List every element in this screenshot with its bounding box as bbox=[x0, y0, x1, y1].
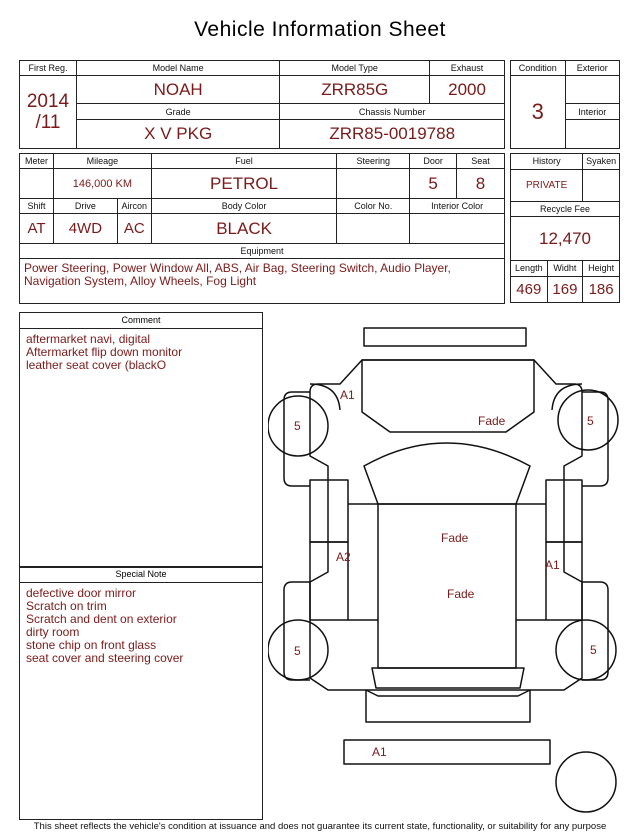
comment-box bbox=[19, 312, 263, 568]
exhaust-value: 2000 bbox=[430, 76, 505, 104]
roof bbox=[378, 504, 516, 668]
special-note-line: defective door mirror bbox=[26, 586, 137, 600]
steering-label: Steering bbox=[337, 154, 410, 169]
interior-color-value bbox=[410, 214, 505, 244]
height-value: 186 bbox=[583, 276, 620, 302]
recycle-fee-value: 12,470 bbox=[511, 217, 620, 260]
width-value: 169 bbox=[547, 276, 583, 302]
meter-label: Meter bbox=[20, 154, 54, 169]
left-rear-quarter bbox=[284, 582, 310, 680]
length-value: 469 bbox=[511, 276, 548, 302]
comment-line: aftermarket navi, digital bbox=[26, 332, 151, 346]
car-damage-diagram bbox=[268, 320, 628, 820]
special-note-line: seat cover and steering cover bbox=[26, 651, 184, 665]
model-name-label: Model Name bbox=[76, 61, 279, 76]
door-label: Door bbox=[410, 154, 457, 169]
chassis-label: Chassis Number bbox=[280, 104, 505, 119]
syaken-value bbox=[583, 169, 620, 201]
shift-value: AT bbox=[20, 214, 54, 244]
seat-value: 8 bbox=[457, 169, 505, 199]
meter-value bbox=[20, 169, 54, 199]
comment-label: Comment bbox=[20, 313, 262, 329]
seat-label: Seat bbox=[457, 154, 505, 169]
tire-front-left-mark: 5 bbox=[294, 419, 301, 433]
vehicle-info-table bbox=[19, 60, 505, 149]
exterior-value bbox=[565, 76, 619, 104]
front-left-arch bbox=[310, 384, 340, 410]
aircon-value: AC bbox=[117, 214, 151, 244]
special-note-box bbox=[19, 566, 263, 820]
mark-fade-hood: Fade bbox=[478, 414, 506, 428]
reg-year: 2014 bbox=[26, 91, 70, 113]
length-label: Length bbox=[511, 260, 548, 276]
fuel-label: Fuel bbox=[151, 154, 337, 169]
comment-line: leather seat cover (blackO bbox=[26, 358, 167, 372]
grade-label: Grade bbox=[76, 104, 279, 119]
windshield bbox=[364, 443, 530, 504]
syaken-label: Syaken bbox=[583, 154, 620, 170]
mark-a1-rear: A1 bbox=[372, 745, 387, 759]
recycle-fee-label: Recycle Fee bbox=[511, 201, 620, 217]
color-no-value bbox=[337, 214, 410, 244]
first-reg-label: First Reg. bbox=[20, 61, 77, 76]
body-outline bbox=[310, 360, 582, 696]
front-bumper bbox=[364, 328, 526, 346]
tire-front-right-mark: 5 bbox=[587, 414, 594, 428]
left-pillar bbox=[348, 504, 378, 620]
equipment-value: Power Steering, Power Window All, ABS, Air Bag, Steering Switch, Audio Player, Navigation System, Alloy Wheels, Fog Light bbox=[24, 261, 451, 288]
drive-value: 4WD bbox=[53, 214, 117, 244]
model-type-value: ZRR85G bbox=[280, 76, 430, 104]
tire-rear-right-mark: 5 bbox=[590, 643, 597, 657]
spare-tire bbox=[556, 752, 616, 812]
tire-rear-left-mark: 5 bbox=[294, 644, 301, 658]
shift-label: Shift bbox=[20, 199, 54, 214]
special-note-line: stone chip on front glass bbox=[26, 638, 157, 652]
grade-value: X V PKG bbox=[76, 119, 279, 148]
comment-lines bbox=[20, 329, 262, 376]
mileage-value: 146,000 KM bbox=[53, 169, 151, 199]
exhaust-label: Exhaust bbox=[430, 61, 505, 76]
page-title: Vehicle Information Sheet bbox=[194, 18, 446, 41]
condition-value: 3 bbox=[511, 76, 566, 149]
drive-label: Drive bbox=[53, 199, 117, 214]
condition-table bbox=[510, 60, 620, 149]
right-pillar bbox=[516, 504, 546, 620]
tire-rear-right bbox=[556, 620, 616, 680]
mark-fade-roof: Fade bbox=[441, 531, 469, 545]
model-type-label: Model Type bbox=[280, 61, 430, 76]
condition-label: Condition bbox=[511, 61, 566, 76]
special-note-line: Scratch and dent on exterior bbox=[26, 612, 177, 626]
rear-hatch bbox=[366, 690, 530, 722]
left-mirror bbox=[284, 392, 310, 486]
special-note-lines bbox=[20, 583, 262, 669]
disclaimer-footer: This sheet reflects the vehicle's condition at issuance and does not guarantee its current state, functionality, or suitability for any purpose bbox=[33, 821, 607, 832]
height-label: Height bbox=[583, 260, 620, 276]
color-no-label: Color No. bbox=[337, 199, 410, 214]
specs-table bbox=[19, 153, 505, 304]
comment-line: Aftermarket flip down monitor bbox=[26, 345, 183, 359]
hood bbox=[362, 360, 534, 432]
first-reg-value bbox=[20, 76, 77, 149]
exterior-label: Exterior bbox=[565, 61, 619, 76]
mark-a2-left: A2 bbox=[336, 550, 351, 564]
interior-value bbox=[565, 119, 619, 148]
mark-fade-rear: Fade bbox=[447, 587, 475, 601]
body-color-label: Body Color bbox=[151, 199, 337, 214]
mark-a1-front: A1 bbox=[340, 388, 355, 402]
mileage-label: Mileage bbox=[53, 154, 151, 169]
right-mirror bbox=[582, 392, 608, 486]
interior-label: Interior bbox=[565, 104, 619, 119]
special-note-label: Special Note bbox=[20, 567, 262, 583]
right-rear-quarter bbox=[582, 582, 608, 680]
left-front-door bbox=[310, 480, 348, 542]
width-label: Widht bbox=[547, 260, 583, 276]
front-right-arch bbox=[552, 384, 582, 410]
special-note-line: dirty room bbox=[26, 625, 80, 639]
equipment-label: Equipment bbox=[20, 244, 505, 259]
equipment-cell bbox=[20, 259, 505, 304]
aircon-label: Aircon bbox=[117, 199, 151, 214]
body-color-value: BLACK bbox=[151, 214, 337, 244]
door-value: 5 bbox=[410, 169, 457, 199]
rear-window bbox=[372, 668, 524, 688]
steering-value bbox=[337, 169, 410, 199]
reg-month: /11 bbox=[35, 112, 61, 134]
mark-a1-right: A1 bbox=[545, 558, 560, 572]
history-label: History bbox=[511, 154, 583, 170]
interior-color-label: Interior Color bbox=[410, 199, 505, 214]
model-name-value: NOAH bbox=[76, 76, 279, 104]
fuel-value: PETROL bbox=[151, 169, 337, 199]
history-value: PRIVATE bbox=[511, 169, 583, 201]
history-table bbox=[510, 153, 620, 303]
special-note-line: Scratch on trim bbox=[26, 599, 107, 613]
chassis-value: ZRR85-0019788 bbox=[280, 119, 505, 148]
